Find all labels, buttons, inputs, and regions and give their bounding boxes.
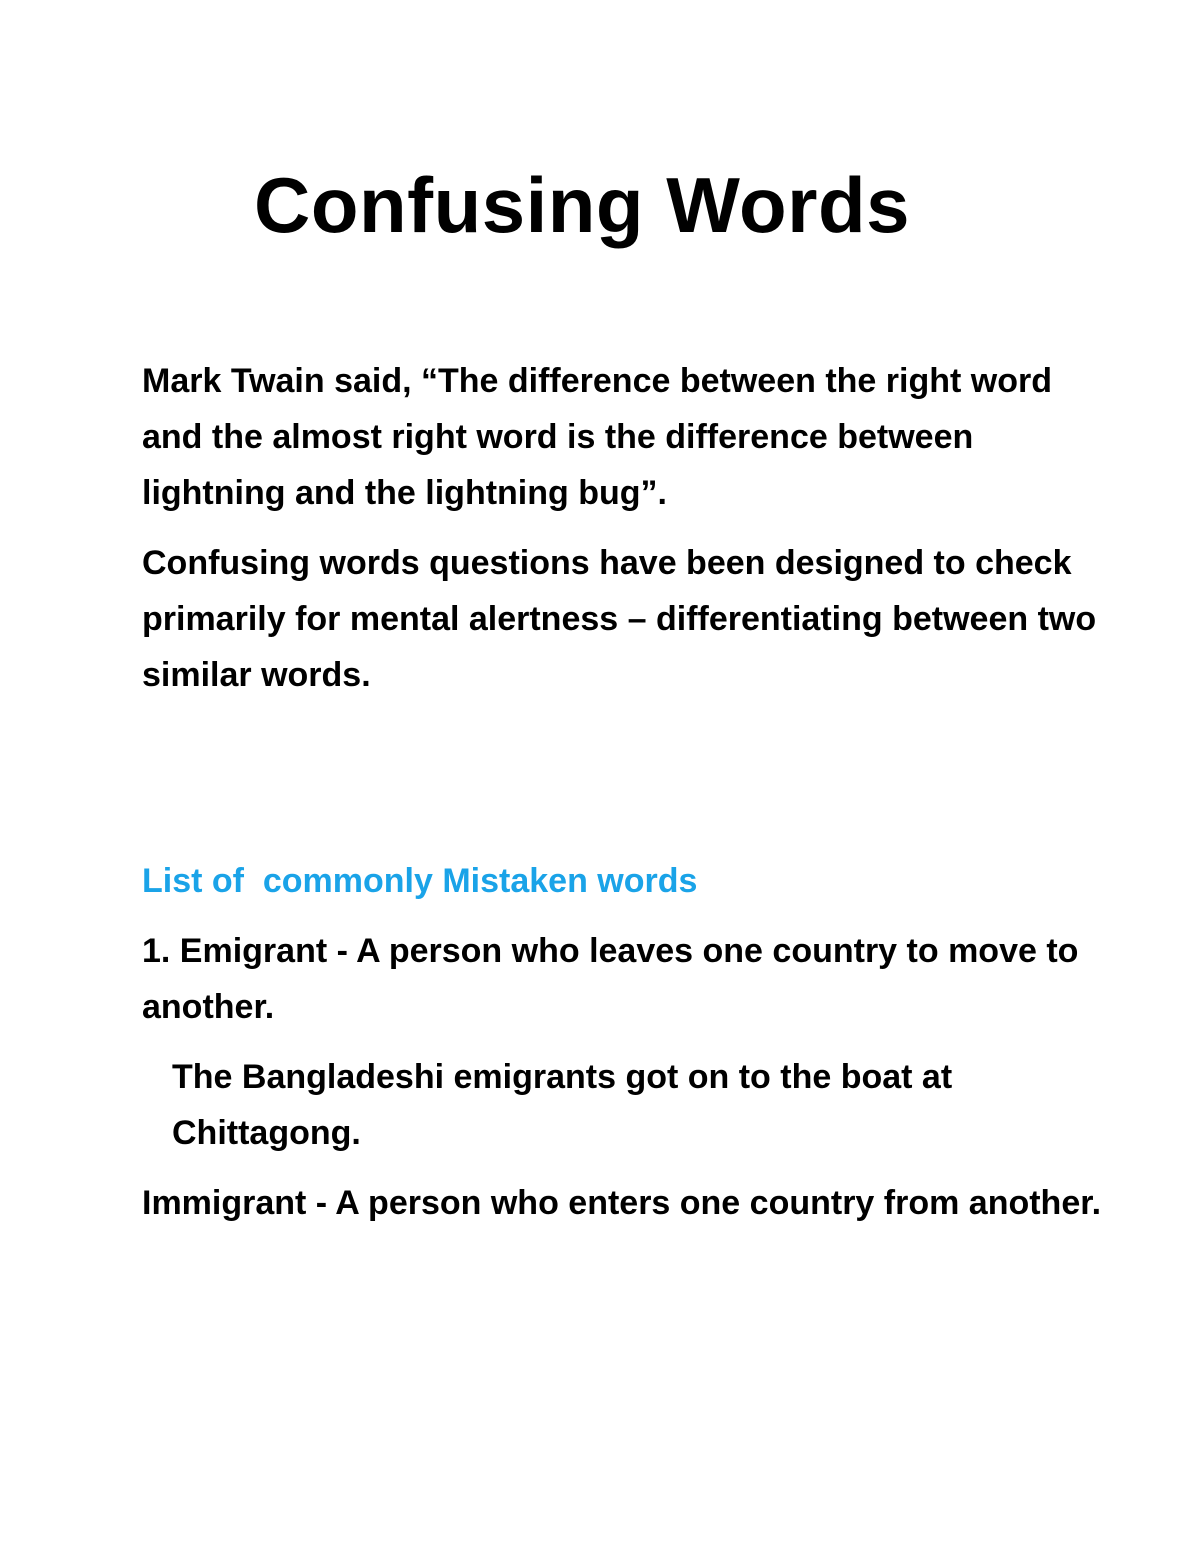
entry-emigrant-definition: 1. Emigrant - A person who leaves one country to move to another. <box>142 932 1079 1026</box>
entry-immigrant-definition: Immigrant - A person who enters one country from another. <box>142 1184 1102 1222</box>
page-title: Confusing Words <box>254 161 910 249</box>
entry-emigrant-example: The Bangladeshi emigrants got on to the boat at Chittagong. <box>172 1058 953 1152</box>
intro-quote-paragraph: Mark Twain said, “The difference between the right word and the almost right word is the difference between lightning and the lightning bug”. <box>142 362 1052 512</box>
document-body <box>142 353 1102 1245</box>
intro-description-paragraph: Confusing words questions have been designed to check primarily for mental alertness – differentiating between two similar words. <box>142 544 1097 694</box>
section-heading: List of commonly Mistaken words <box>142 862 698 900</box>
section-spacer <box>142 717 1102 853</box>
